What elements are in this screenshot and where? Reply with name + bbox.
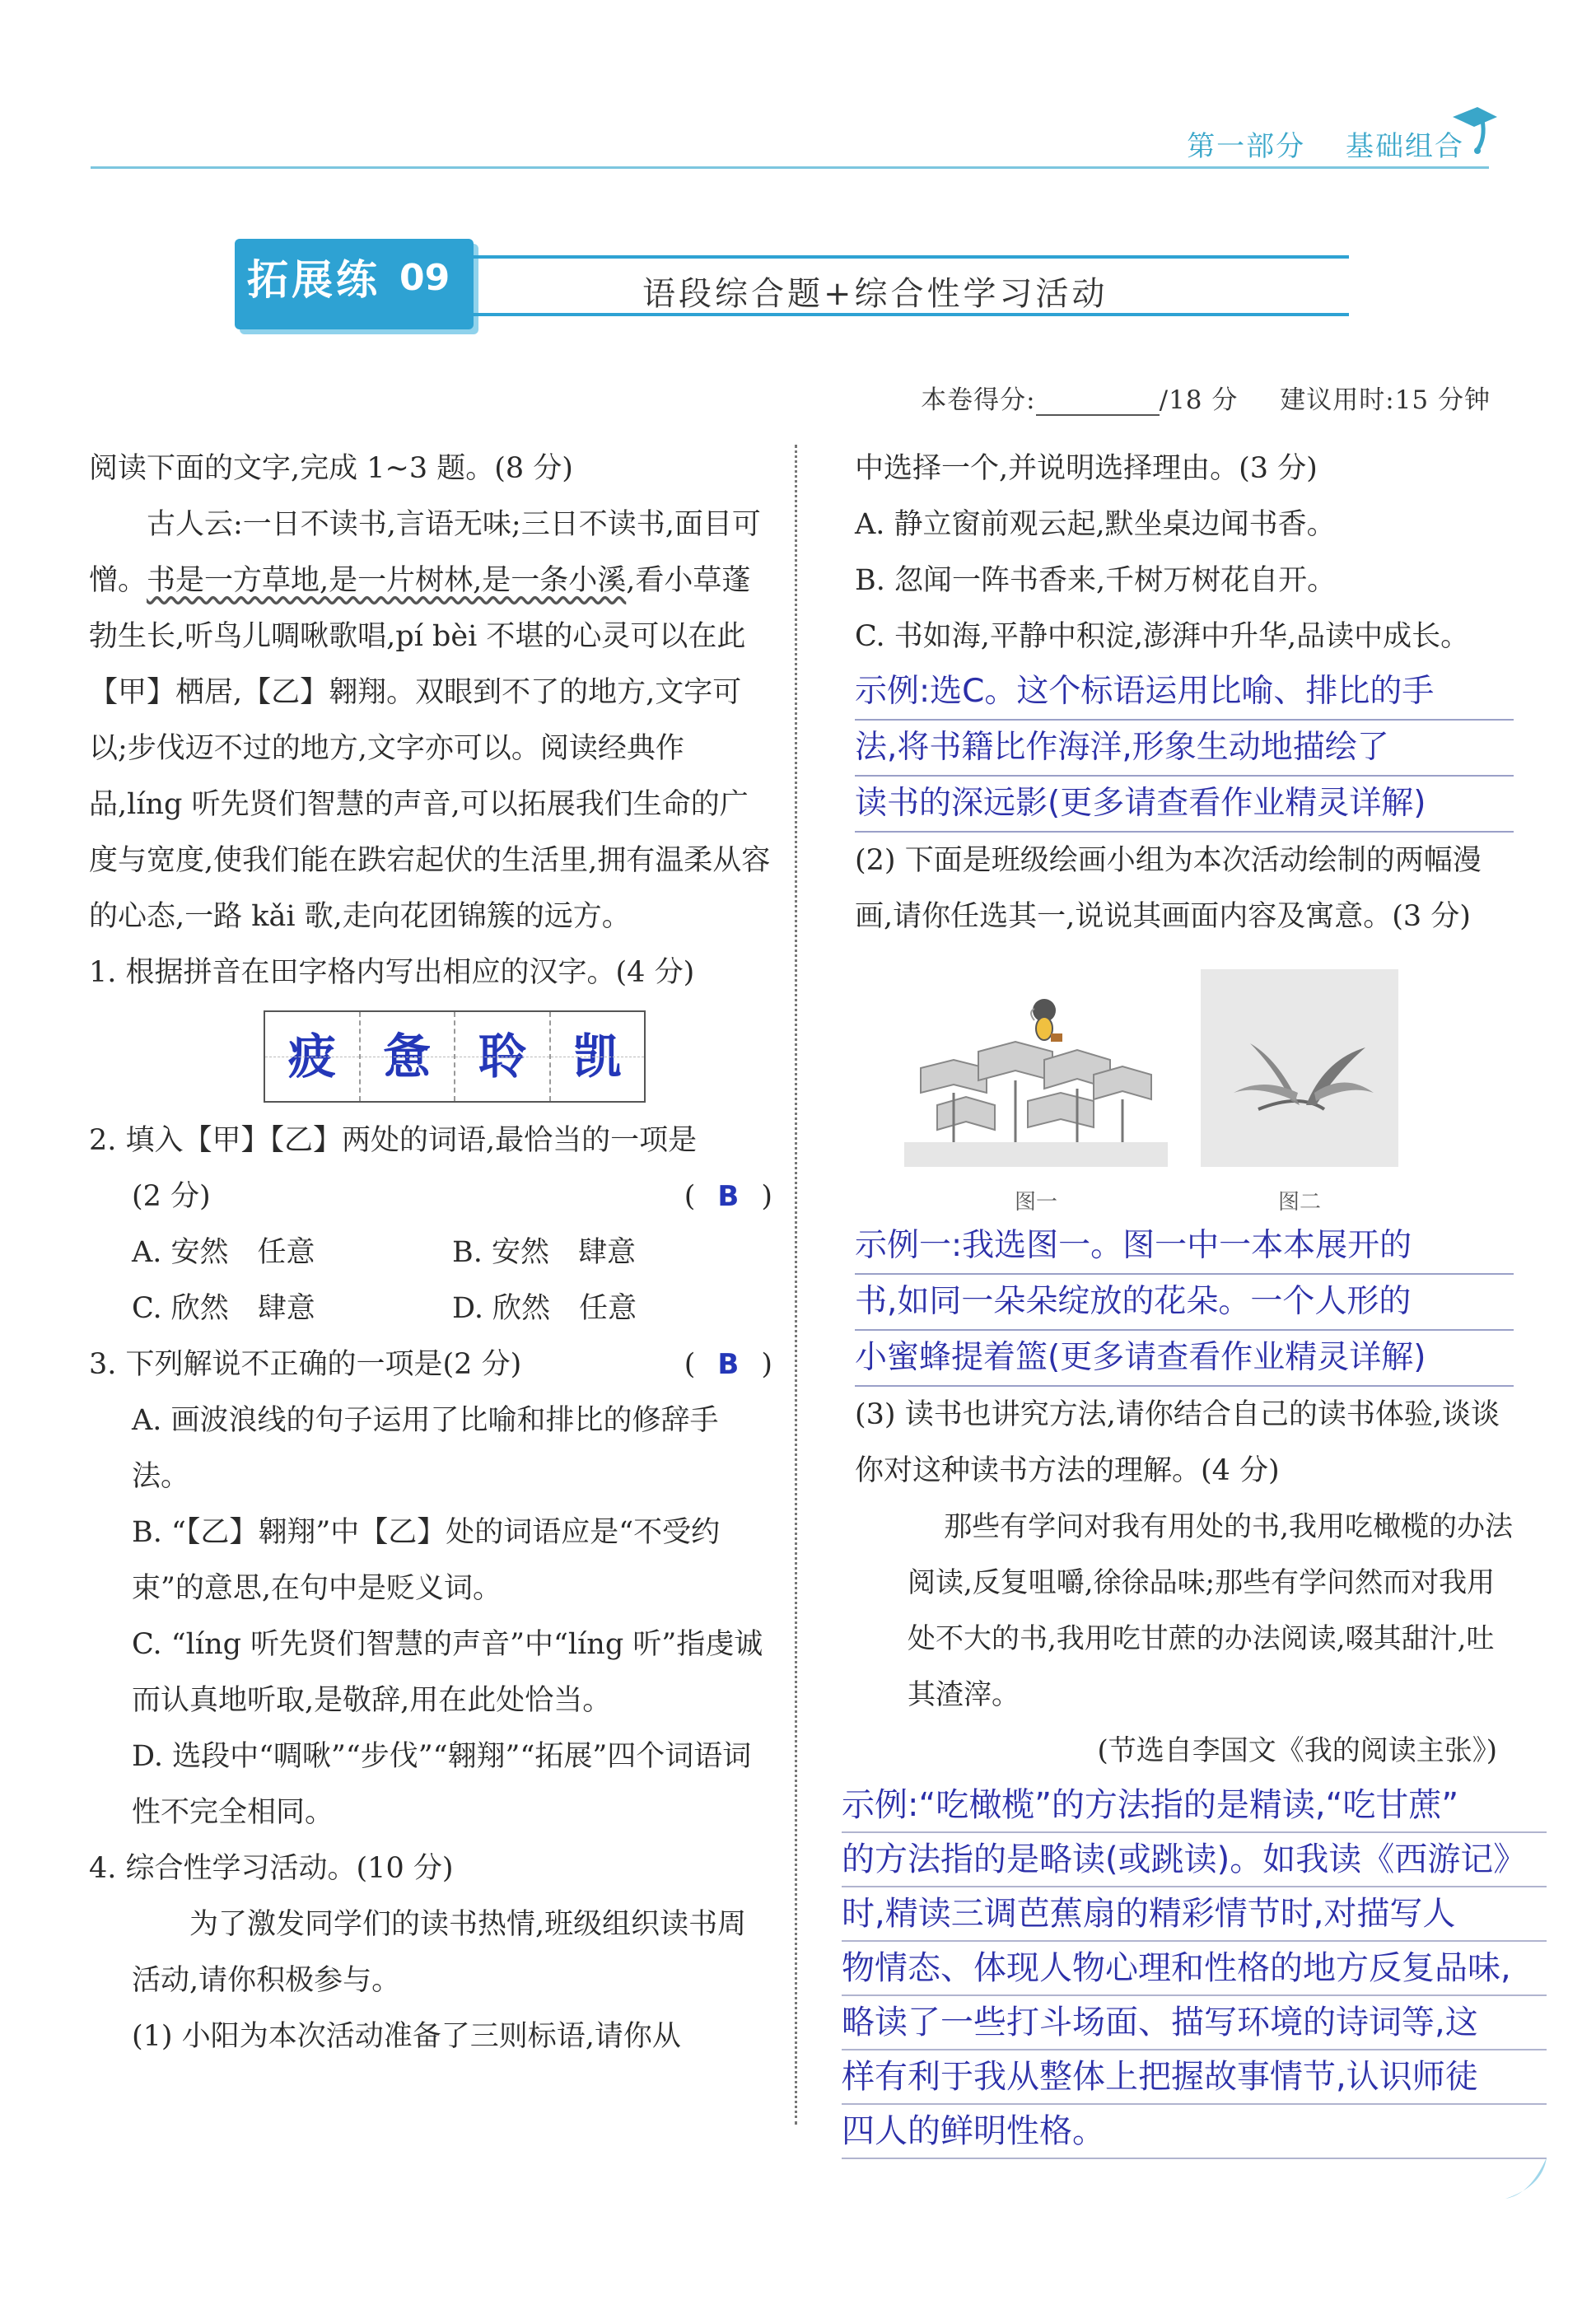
score-blank[interactable] [1036, 390, 1160, 416]
slogan-a: A. 静立窗前观云起,默坐桌边闻书香。 [855, 508, 1336, 541]
option-3a[interactable]: A. 画波浪线的句子运用了比喻和排比的修辞手法。 [132, 1404, 719, 1493]
grid-answer-4[interactable]: 凯 [551, 1012, 645, 1101]
question-4-2: (2) 下面是班级绘画小组为本次活动绘制的两幅漫画,请你任选其一,说说其画面内容及寓意。(3 分) [855, 844, 1482, 933]
answer-3: B [717, 1348, 740, 1381]
grid-answer-1[interactable]: 疲 [265, 1012, 361, 1101]
answer-4-3-line-4: 物情态、体现人物心理和性格的地方反复品味, [842, 1942, 1547, 1996]
page-curl-icon [1497, 2149, 1555, 2207]
cartoon-figures [904, 969, 1431, 1219]
passage-sentence-rest: ,看小草蓬勃生长,听鸟儿啁啾歌唱,pí bèi 不堪的心灵可以在此【甲】栖居,【乙】翱翔。双眼到不了的地方,文字可以;步伐迈不过的地方,文字亦可以。阅读经典作品,líng 听先贤们智慧的声音,可以拓展我们生命的广度与宽度,使我们能在跌宕起伏的生活里,拥有温柔从容的心态,一路 kǎi 歌,走向花团锦簇的远方。 [89, 564, 771, 933]
question-2: 2. 填入【甲】【乙】两处的词语,最恰当的一项是 [89, 1124, 698, 1157]
answer-4-1-line-3: 读书的深远影(更多请查看作业精灵详解) [855, 777, 1514, 833]
question-4-1-cont: 中选择一个,并说明选择理由。(3 分) [855, 452, 1318, 485]
answer-4-2-line-2: 书,如同一朵朵绽放的花朵。一个人形的 [855, 1275, 1514, 1331]
answer-4-2-line-1: 示例一:我选图一。图一中一本本展开的 [855, 1219, 1514, 1275]
answer-4-3-line-6: 样有利于我从整体上把握故事情节,认识师徒 [842, 2050, 1547, 2105]
question-4-3: (3) 读书也讲究方法,请你结合自己的读书体验,谈谈你对这种读书方法的理解。(4 分) [855, 1398, 1500, 1487]
question-3 [89, 1337, 772, 1393]
score-total: /18 分 [1159, 385, 1239, 415]
figure-2-caption: 图二 [1277, 1190, 1321, 1215]
option-3c[interactable]: C. “líng 听先贤们智慧的声音”中“líng 听”指虔诚而认真地听取,是敬辞,用在此处恰当。 [132, 1628, 763, 1717]
banner-label: 拓展练 [247, 256, 380, 304]
answer-4-3-line-1: 示例:“吃橄榄”的方法指的是精读,“吃甘蔗” [842, 1779, 1547, 1833]
option-2d[interactable]: D. 欣然 任意 [452, 1292, 637, 1325]
banner-number: 09 [399, 257, 450, 299]
passage-wavy-sentence: 书是一方草地,是一片树林,是一条小溪 [147, 564, 627, 597]
figure-2 [1168, 969, 1431, 1219]
suggested-time: 建议用时:15 分钟 [1280, 385, 1491, 415]
header-part: 基础组合 [1346, 130, 1464, 163]
question-1: 1. 根据拼音在田字格内写出相应的汉字。(4 分) [89, 956, 695, 989]
right-column [842, 441, 1527, 2159]
slogan-c: C. 书如海,平静中积淀,澎湃中升华,品读中成长。 [855, 620, 1470, 653]
option-3d[interactable]: D. 选段中“啁啾”“步伐”“翱翔”“拓展”四个词语词性不完全相同。 [132, 1740, 752, 1829]
option-2a[interactable]: A. 安然 任意 [132, 1236, 315, 1269]
score-line [921, 379, 1491, 416]
score-prefix: 本卷得分: [921, 385, 1036, 415]
answer-4-1[interactable] [855, 665, 1514, 833]
question-2-options-row-1 [89, 1225, 772, 1281]
answer-4-3-line-7: 四人的鲜明性格。 [842, 2105, 1547, 2159]
books-flowers-cartoon-image [904, 969, 1168, 1167]
question-2-options-row-2 [89, 1281, 772, 1337]
option-2c[interactable]: C. 欣然 肆意 [132, 1292, 315, 1325]
answer-bracket-2[interactable]: ( B ) [684, 1169, 772, 1225]
question-2-score: (2 分) [132, 1180, 211, 1213]
tianzi-grid [264, 1010, 646, 1103]
exercise-title: 语段综合题+综合性学习活动 [642, 275, 1108, 313]
option-2b[interactable]: B. 安然 肆意 [452, 1236, 636, 1269]
passage-sentence-1: 古人云:一日不读书,言语无味;三日不读书,面目可憎。 [89, 508, 761, 597]
answer-4-2-line-3: 小蜜蜂提着篮(更多请查看作业精灵详解) [855, 1331, 1514, 1387]
graduation-cap-icon [1449, 99, 1499, 156]
reading-quote: 那些有学问对我有用处的书,我用吃橄榄的办法阅读,反复咀嚼,徐徐品味;那些有学问然而对我用处不大的书,我用吃甘蔗的办法阅读,啜其甜汁,吐其渣滓。 [908, 1510, 1513, 1711]
question-4-1: (1) 小阳为本次活动准备了三则标语,请你从 [132, 2020, 681, 2053]
left-column [89, 441, 772, 2064]
title-rule-top [461, 255, 1349, 259]
question-4: 4. 综合性学习活动。(10 分) [89, 1852, 454, 1885]
reading-passage [89, 497, 772, 945]
header-rule [91, 166, 1489, 169]
question-3-text: 3. 下列解说不正确的一项是(2 分) [89, 1348, 522, 1381]
answer-4-1-line-1: 示例:选C。这个标语运用比喻、排比的手 [855, 665, 1514, 721]
answer-bracket-3[interactable]: ( B ) [684, 1337, 772, 1393]
option-3b[interactable]: B. “【乙】翱翔”中【乙】处的词语应是“不受约束”的意思,在句中是贬义词。 [132, 1516, 721, 1605]
figure-1 [904, 969, 1168, 1219]
header-section: 第一部分 [1187, 130, 1306, 163]
answer-2: B [717, 1180, 740, 1213]
answer-4-2[interactable] [855, 1219, 1514, 1387]
column-divider [795, 445, 797, 2125]
plant-sprout-image [1168, 969, 1431, 1167]
reading-intro: 阅读下面的文字,完成 1~3 题。(8 分) [89, 452, 573, 485]
answer-4-3-line-5: 略读了一些打斗场面、描写环境的诗词等,这 [842, 1996, 1547, 2050]
figure-1-caption: 图一 [1014, 1190, 1057, 1215]
answer-4-1-line-2: 法,将书籍比作海洋,形象生动地描绘了 [855, 721, 1514, 777]
question-4-intro: 为了激发同学们的读书热情,班级组织读书周活动,请你积极参与。 [132, 1908, 747, 1997]
question-2-score-line [89, 1169, 772, 1225]
page-header [1187, 124, 1464, 164]
answer-4-3-line-3: 时,精读三调芭蕉扇的精彩情节时,对描写人 [842, 1887, 1547, 1942]
quote-source: (节选自李国文《我的阅读主张》) [1097, 1734, 1497, 1767]
answer-4-3-line-2: 的方法指的是略读(或跳读)。如我读《西游记》 [842, 1833, 1547, 1887]
answer-4-3[interactable] [842, 1779, 1527, 2159]
grid-answer-3[interactable]: 聆 [455, 1012, 551, 1101]
grid-answer-2[interactable]: 惫 [361, 1012, 456, 1101]
slogan-b: B. 忽闻一阵书香来,千树万树花自开。 [855, 564, 1337, 597]
